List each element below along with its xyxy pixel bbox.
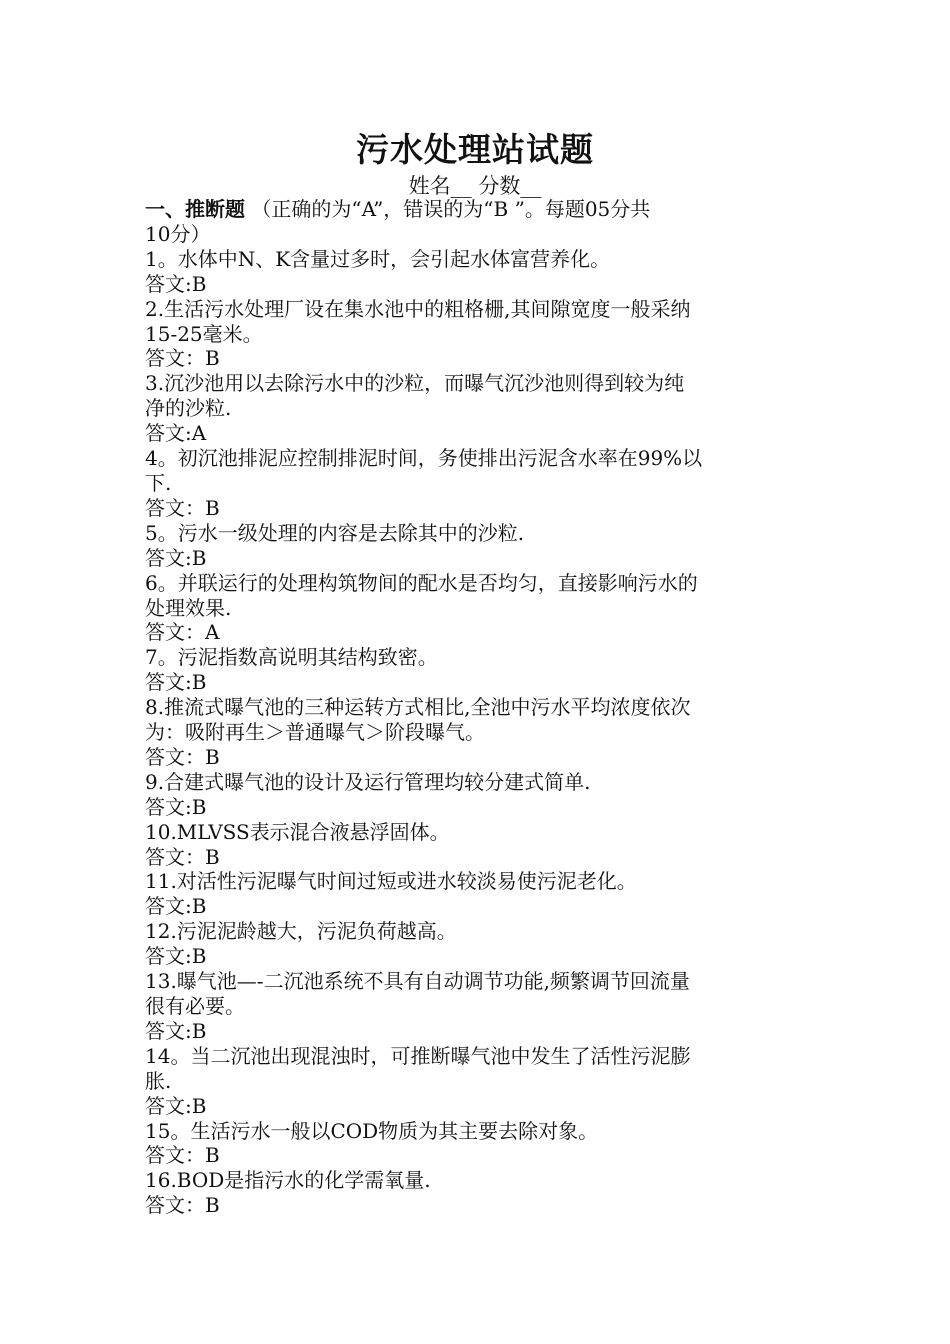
- answer-line: 答文:B: [145, 670, 207, 695]
- answer-line: 答文：B: [145, 844, 220, 869]
- section-instructions: （正确的为“A”，错误的为“B ”。每题05分共: [245, 197, 651, 221]
- body-line: 净的沙粒.: [145, 396, 232, 421]
- answer-line: 答文:B: [145, 1018, 207, 1043]
- answer-line: 答文:B: [145, 794, 207, 819]
- body-line: 很有必要。: [145, 994, 245, 1018]
- section-heading-line: [145, 197, 813, 222]
- answer-line: 答文：B: [145, 495, 220, 520]
- body-line: 6。并联运行的处理构筑物间的配水是否均匀，直接影响污水的: [145, 570, 698, 595]
- answer-line: 答文：B: [145, 744, 220, 769]
- body-line: 2.生活污水处理厂设在集水池中的粗格栅,其间隙宽度一般采纳: [145, 296, 691, 321]
- document-title: 污水处理站试题: [356, 130, 594, 169]
- body-line: 12.污泥泥龄越大，污泥负荷越高。: [145, 919, 457, 944]
- answer-line: 答文：B: [145, 1143, 220, 1168]
- body-line: 1。水体中N、K含量过多时，会引起水体富营养化。: [145, 246, 611, 271]
- name-score-line: 姓名__ 分数__: [408, 174, 542, 198]
- body-line: 13.曝气池—-二沉池系统不具有自动调节功能,频繁调节回流量: [145, 969, 690, 994]
- body-line: 15。生活污水一般以COD物质为其主要去除对象。: [145, 1118, 599, 1143]
- body-line: 下.: [145, 470, 172, 495]
- answer-line: 答文：B: [145, 1193, 220, 1218]
- body-line: 16.BOD是指污水的化学需氧量.: [145, 1168, 431, 1193]
- answer-line: 答文:A: [145, 421, 207, 446]
- answer-line: 答文:B: [145, 271, 207, 296]
- body-line: 胀.: [145, 1068, 172, 1093]
- body-line: 7。污泥指数高说明其结构致密。: [145, 645, 438, 670]
- answer-line: 答文：A: [145, 620, 220, 645]
- body-line: 处理效果.: [145, 595, 232, 620]
- body-line: 4。初沉池排泥应控制排泥时间，务使排出污泥含水率在99%以: [145, 446, 703, 471]
- body-line: 8.推流式曝气池的三种运转方式相比,全池中污水平均浓度依次: [145, 695, 691, 720]
- answer-line: 答文:B: [145, 894, 207, 919]
- body-line: 9.合建式曝气池的设计及运行管理均较分建式简单.: [145, 769, 591, 794]
- body-line: 11.对活性污泥曝气时间过短或进水较淡易使污泥老化。: [145, 869, 637, 894]
- body-line: 为：吸附再生＞普通曝气＞阶段曝气。: [145, 720, 485, 745]
- section-heading: 一、推断题: [145, 197, 245, 221]
- answer-line: 答文:B: [145, 944, 207, 969]
- document-body: [145, 197, 813, 1218]
- body-line: 15-25毫米。: [145, 321, 263, 346]
- answer-line: 答文:B: [145, 1093, 207, 1118]
- body-line: 14。当二沉池出现混浊时，可推断曝气池中发生了活性污泥膨: [145, 1043, 691, 1068]
- answer-line: 答文：B: [145, 346, 220, 371]
- body-line: 5。污水一级处理的内容是去除其中的沙粒.: [145, 520, 525, 545]
- answer-line: 答文:B: [145, 545, 207, 570]
- section-instructions-continued: 10分）: [145, 221, 211, 246]
- body-line: 10.MLVSS表示混合液悬浮固体。: [145, 819, 450, 844]
- body-line: 3.沉沙池用以去除污水中的沙粒，而曝气沉沙池则得到较为纯: [145, 371, 685, 396]
